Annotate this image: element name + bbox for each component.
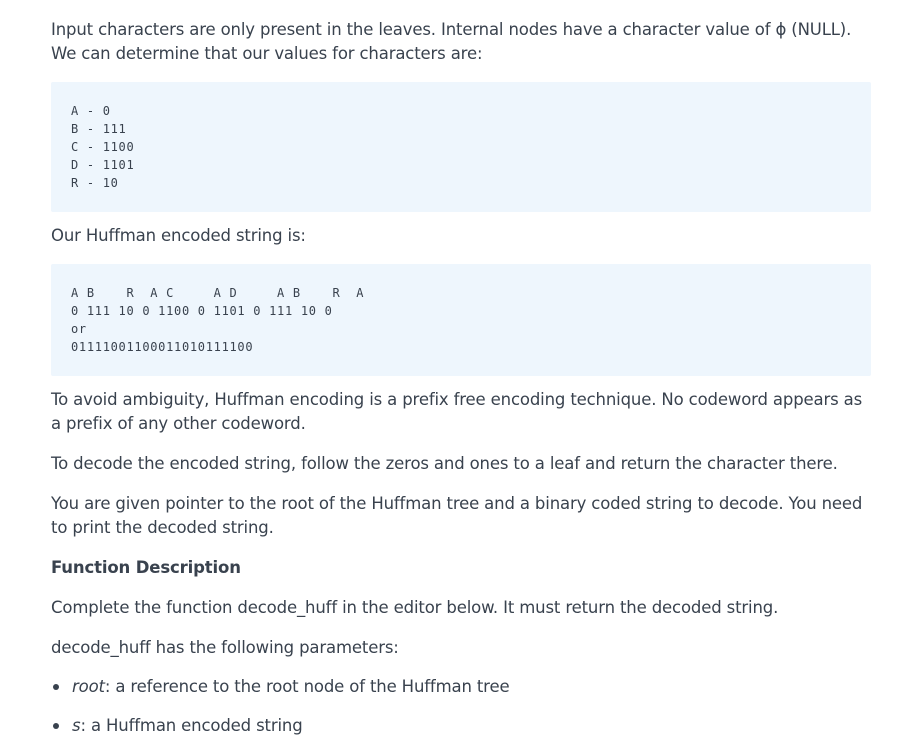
parameter-text xyxy=(72,675,509,699)
code-line: A - 0 xyxy=(71,104,111,118)
encoded-string-block xyxy=(51,264,871,376)
parameter-description: : a Huffman encoded string xyxy=(80,716,303,735)
code-line: A B R A C A D A B R A xyxy=(71,286,365,300)
task-paragraph: You are given pointer to the root of the Huffman tree and a binary coded string to decode. You need to print the decoded string. xyxy=(51,494,863,537)
code-line: or xyxy=(71,322,87,336)
encoded-intro-paragraph: Our Huffman encoded string is: xyxy=(51,226,306,245)
code-line: C - 1100 xyxy=(71,140,135,154)
code-line: R - 10 xyxy=(71,176,119,190)
intro-paragraph: Input characters are only present in the leaves. Internal nodes have a character value of ϕ (NULL). We can determine that our values for characters are: xyxy=(51,20,852,63)
parameter-item-s xyxy=(51,714,877,738)
ambiguity-paragraph: To avoid ambiguity, Huffman encoding is a prefix free encoding technique. No codeword appears as a prefix of any other codeword. xyxy=(51,390,863,433)
character-codes-block xyxy=(51,82,871,212)
parameters-intro: decode_huff has the following parameters: xyxy=(51,638,399,657)
parameter-item-root xyxy=(51,675,877,699)
decode-hint-paragraph: To decode the encoded string, follow the zeros and ones to a leaf and return the character there. xyxy=(51,454,838,473)
code-line: 01111001100011010111100 xyxy=(71,340,254,354)
parameter-name: root xyxy=(72,677,105,696)
parameter-name: s xyxy=(72,716,81,735)
bullet-icon xyxy=(53,684,59,690)
bullet-icon xyxy=(53,723,59,729)
function-description-heading: Function Description xyxy=(51,558,241,577)
function-description-paragraph: Complete the function decode_huff in the editor below. It must return the decoded string. xyxy=(51,598,779,617)
code-line: 0 111 10 0 1100 0 1101 0 111 10 0 xyxy=(71,304,333,318)
parameter-text xyxy=(72,714,303,738)
code-line: D - 1101 xyxy=(71,158,135,172)
parameter-description: : a reference to the root node of the Huffman tree xyxy=(104,677,510,696)
code-line: B - 111 xyxy=(71,122,127,136)
